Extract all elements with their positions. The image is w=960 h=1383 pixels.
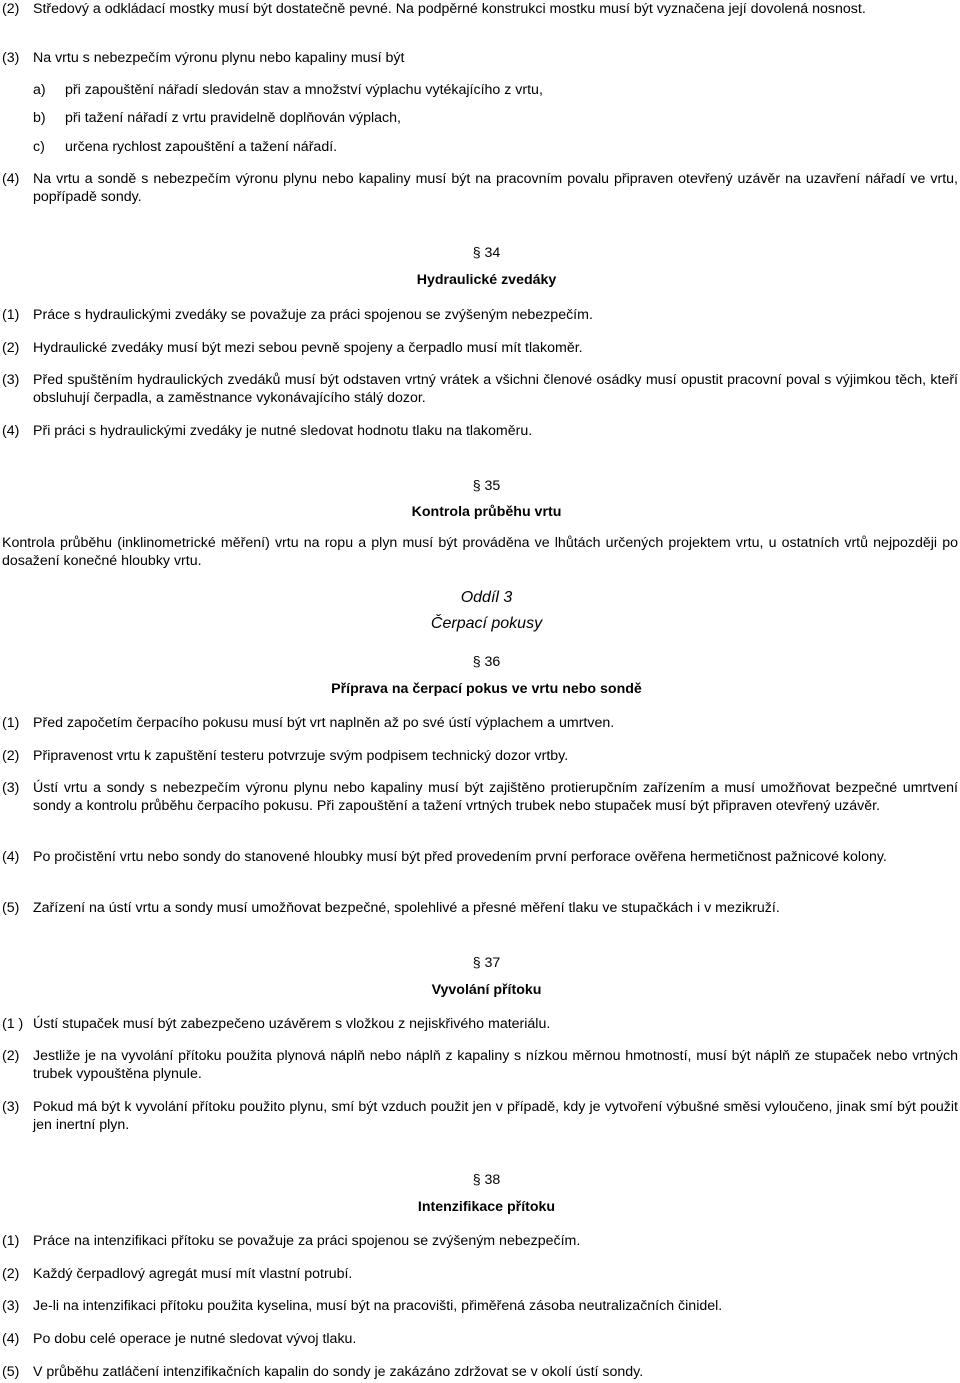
paragraph-number: (5) bbox=[2, 1364, 20, 1380]
paragraph-number: (2) bbox=[2, 340, 20, 356]
section-title-36: Příprava na čerpací pokus ve vrtu nebo sondě bbox=[331, 681, 642, 697]
paragraph-number: (3) bbox=[2, 372, 20, 388]
paragraph-number: (1 ) bbox=[2, 1016, 24, 1032]
paragraph-text: Hydraulické zvedáky musí být mezi sebou pevně spojeny a čerpadlo musí mít tlakoměr. bbox=[33, 340, 583, 356]
paragraph-text: Je-li na intenzifikaci přítoku použita kyselina, musí být na pracovišti, přiměřená zásoba neutralizačních činidel. bbox=[33, 1298, 723, 1314]
paragraph-text: Ústí stupaček musí být zabezpečeno uzávěrem s vložkou z nejiskřivého materiálu. bbox=[33, 1016, 551, 1032]
paragraph-number: (2) bbox=[2, 1, 20, 17]
paragraph-text: Každý čerpadlový agregát musí mít vlastní potrubí. bbox=[33, 1266, 353, 1282]
item-text: určena rychlost zapouštění a tažení nářadí. bbox=[65, 139, 338, 155]
section-title-34: Hydraulické zvedáky bbox=[416, 272, 557, 288]
paragraph-text: Ústí vrtu a sondy s nebezpečím výronu plynu nebo kapaliny musí být zajištěno protierupčním zařízením a musí umožňovat bezpečné umrtvení sondy a kontrolu průběhu čerpacího pokusu. Při zapouštění a tažení vrtných trubek nebo stupaček musí být připraven otevřený uzávěr. bbox=[33, 780, 958, 814]
paragraph-text: Po pročistění vrtu nebo sondy do stanovené hloubky musí být před provedením první perforace ověřena hermetičnost pažnicové kolony. bbox=[33, 849, 887, 865]
paragraph-number: (4) bbox=[2, 1331, 20, 1347]
paragraph-text: Po dobu celé operace je nutné sledovat vývoj tlaku. bbox=[33, 1331, 357, 1347]
item-letter: b) bbox=[33, 110, 46, 126]
division-label: Oddíl 3 bbox=[460, 589, 513, 606]
paragraph-number: (2) bbox=[2, 1048, 20, 1064]
division-title: Čerpací pokusy bbox=[430, 615, 543, 632]
paragraph-text: Na vrtu a sondě s nebezpečím výronu plynu nebo kapaliny musí být na pracovním povalu připraven otevřený uzávěr na uzavření nářadí ve vrtu, popřípadě sondy. bbox=[33, 171, 958, 205]
paragraph-number: (3) bbox=[2, 780, 20, 796]
paragraph-text: Zařízení na ústí vrtu a sondy musí umožňovat bezpečné, spolehlivé a přesné měření tlaku ve stupačkách i v mezikruží. bbox=[33, 900, 780, 916]
section-number-34: § 34 bbox=[472, 245, 501, 261]
paragraph-text: Středový a odkládací mostky musí být dostatečně pevné. Na podpěrné konstrukci mostku musí být vyznačena její dovolená nosnost. bbox=[33, 1, 866, 17]
section-title-38: Intenzifikace přítoku bbox=[417, 1199, 556, 1215]
paragraph-text: V průběhu zatláčení intenzifikačních kapalin do sondy je zakázáno zdržovat se v okolí ústí sondy. bbox=[33, 1364, 644, 1380]
item-text: při tažení nářadí z vrtu pravidelně doplňován výplach, bbox=[65, 110, 401, 126]
item-letter: c) bbox=[33, 139, 45, 155]
section-number-36: § 36 bbox=[472, 654, 501, 670]
paragraph-number: (5) bbox=[2, 900, 20, 916]
item-letter: a) bbox=[33, 82, 46, 98]
section-title-37: Vyvolání přítoku bbox=[431, 982, 542, 998]
paragraph-number: (3) bbox=[2, 1298, 20, 1314]
item-text: při zapouštění nářadí sledován stav a množství výplachu vytékajícího z vrtu, bbox=[65, 82, 543, 98]
section-number-37: § 37 bbox=[472, 955, 501, 971]
paragraph-text: Jestliže je na vyvolání přítoku použita plynová náplň nebo náplň z kapaliny s nízkou měrnou hmotností, musí být náplň ze stupaček nebo vrtných trubek vypouštěna plynule. bbox=[33, 1048, 958, 1082]
paragraph-text: Před započetím čerpacího pokusu musí být vrt naplněn až po své ústí výplachem a umrtven. bbox=[33, 715, 615, 731]
paragraph-number: (4) bbox=[2, 171, 20, 187]
paragraph-number: (1) bbox=[2, 307, 20, 323]
paragraph-text: Připravenost vrtu k zapuštění testeru potvrzuje svým podpisem technický dozor vrtby. bbox=[33, 748, 569, 764]
paragraph-number: (1) bbox=[2, 715, 20, 731]
paragraph-number: (3) bbox=[2, 50, 20, 66]
paragraph-text: Práce s hydraulickými zvedáky se považuje za práci spojenou se zvýšeným nebezpečím. bbox=[33, 307, 593, 323]
paragraph-text: Kontrola průběhu (inklinometrické měření) vrtu na ropu a plyn musí být prováděna ve lhůtách určených projektem vrtu, u ostatních vrtů nejpozději po dosažení konečné hloubky vrtu. bbox=[2, 535, 958, 569]
paragraph-number: (2) bbox=[2, 1266, 20, 1282]
paragraph-number: (4) bbox=[2, 423, 20, 439]
paragraph-text: Pokud má být k vyvolání přítoku použito plynu, smí být vzduch použit jen v případě, kdy je vytvoření výbušné směsi vyloučeno, jinak smí být použit jen inertní plyn. bbox=[33, 1099, 958, 1133]
paragraph-number: (4) bbox=[2, 849, 20, 865]
paragraph-number: (1) bbox=[2, 1233, 20, 1249]
paragraph-text: Na vrtu s nebezpečím výronu plynu nebo kapaliny musí být bbox=[33, 50, 405, 66]
section-number-38: § 38 bbox=[472, 1172, 501, 1188]
paragraph-number: (3) bbox=[2, 1099, 20, 1115]
paragraph-text: Při práci s hydraulickými zvedáky je nutné sledovat hodnotu tlaku na tlakoměru. bbox=[33, 423, 533, 439]
paragraph-text: Práce na intenzifikaci přítoku se považuje za práci spojenou se zvýšeným nebezpečím. bbox=[33, 1233, 581, 1249]
section-number-35: § 35 bbox=[472, 478, 501, 494]
section-title-35: Kontrola průběhu vrtu bbox=[411, 504, 562, 520]
paragraph-text: Před spuštěním hydraulických zvedáků musí být odstaven vrtný vrátek a všichni členové osádky musí opustit pracovní poval s výjimkou těch, kteří obsluhují čerpadla, a zaměstnance vykonávajícího stálý dozor. bbox=[33, 372, 958, 406]
paragraph-number: (2) bbox=[2, 748, 20, 764]
